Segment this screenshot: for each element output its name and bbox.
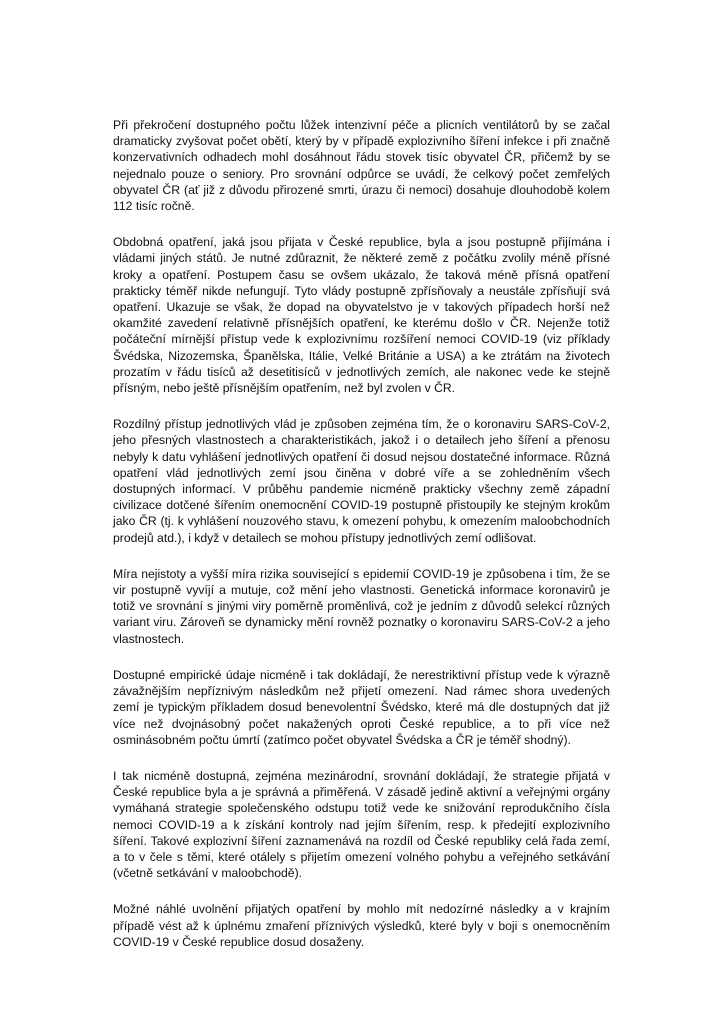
paragraph-2: Obdobná opatření, jaká jsou přijata v České republice, byla a jsou postupně přijímána i vládami jiných států. Je nutné zdůraznit, že některé země z počátku zvolily méně přísné kroky a opatření. Postupem času se ovšem ukázalo, že taková méně přísná opatření prakticky téměř nikde nefungují. Tyto vlády postupně zpřísňovaly a neustále zpřísňují svá opatření. Ukazuje se však, že dopad na obyvatelstvo je v takových případech horší než okamžité zavedení relativně přísnějších opatření, ke kterému došlo v ČR. Nejenže totiž počáteční mírnější přístup vede k explozivnímu rozšíření nemoci COVID-19 (viz příklady Švédska, Nizozemska, Španělska, Itálie, Velké Británie a USA) a ke ztrátám na životech prozatím v řádu tisíců až desetitisíců v jednotlivých zemích, ale nakonec vede ke stejně přísným, nebo ještě přísnějším opatřením, než byl zvolen v ČR. (113, 235, 610, 396)
paragraph-7: Možné náhlé uvolnění přijatých opatření by mohlo mít nedozírné následky a v krajním případě vést až k úplnému zmaření příznivých výsledků, které byly v boji s onemocněním COVID-19 v České republice dosud dosaženy. (113, 902, 610, 949)
paragraph-3: Rozdílný přístup jednotlivých vlád je způsoben zejména tím, že o koronaviru SARS-CoV-2, jeho přesných vlastnostech a charakteristikách, jakož i o detailech jeho šíření a přenosu nebyly k datu vyhlášení jednotlivých opatření či dosud nejsou dostatečné informace. Různá opatření vlád jednotlivých zemí jsou činěna v dobré víře a se zohledněním všech dostupných informací. V průběhu pandemie nicméně prakticky všechny země západní civilizace dotčené šířením onemocnění COVID-19 postupně přistoupily ke stejným krokům jako ČR (tj. k vyhlášení nouzového stavu, k omezení pohybu, k omezením maloobchodních prodejů atd.), i když v detailech se mohou přístupy jednotlivých zemí odlišovat. (113, 417, 610, 545)
paragraph-6: I tak nicméně dostupná, zejména mezinárodní, srovnání dokládají, že strategie přijatá v České republice byla a je správná a přiměřená. V zásadě jedině aktivní a veřejnými orgány vymáhaná strategie společenského odstupu totiž vede ke snižování reprodukčního čísla nemoci COVID-19 a k získání kontroly nad jejím šířením, resp. k předejití explozivního šíření. Takové explozivní šíření zaznamenává na rozdíl od České republiky celá řada zemí, a to v čele s těmi, které otálely s přijetím omezení volného pohybu a veřejného setkávání (včetně setkávání v maloobchodě). (113, 768, 610, 881)
paragraph-4: Míra nejistoty a vyšší míra rizika související s epidemií COVID-19 je způsobena i tím, že se vir postupně vyvíjí a mutuje, což mění jeho vlastnosti. Genetická informace koronavirů je totiž ve srovnání s jinými viry poměrně proměnlivá, což je jedním z důvodů selekcí různých variant viru. Zároveň se dynamicky mění rovněž poznatky o koronaviru SARS-CoV-2 a jeho vlastnostech. (113, 566, 610, 646)
document-page (113, 117, 610, 970)
paragraph-5: Dostupné empirické údaje nicméně i tak dokládají, že nerestriktivní přístup vede k výrazně závažnějším nepříznivým následkům než přijetí omezení. Nad rámec shora uvedených zemí je typickým příkladem dosud benevolentní Švédsko, které má dle dostupných dat již více než dvojnásobný počet nakažených oproti České republice, a to při více než osminásobném počtu úmrtí (zatímco počet obyvatel Švédska a ČR je téměř shodný). (113, 667, 610, 747)
paragraph-1: Při překročení dostupného počtu lůžek intenzivní péče a plicních ventilátorů by se začal dramaticky zvyšovat počet obětí, který by v případě explozivního šíření infekce i při značně konzervativních odhadech mohl dosáhnout řádu stovek tisíc obyvatel ČR, přičemž by se nejednalo pouze o seniory. Pro srovnání odpůrce se uvádí, že celkový počet zemřelých obyvatel ČR (ať již z důvodu přirozené smrti, úrazu či nemoci) dosahuje dlouhodobě kolem 112 tisíc ročně. (113, 118, 610, 214)
